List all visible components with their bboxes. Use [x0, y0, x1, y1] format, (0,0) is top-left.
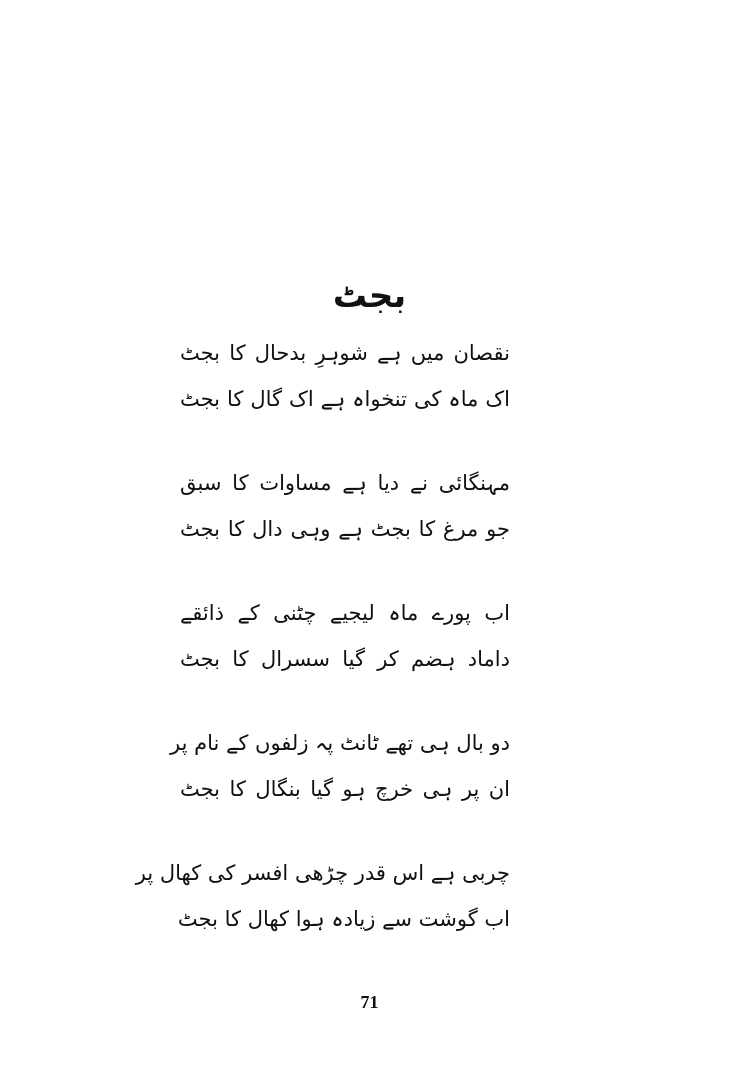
stanza-1 [180, 330, 510, 460]
stanza-3 [180, 590, 510, 720]
verse-line: داماد ہضم کر گیا سسرال کا بجٹ [180, 647, 510, 671]
stanza-4 [170, 720, 510, 850]
verse-line: جو مرغ کا بجٹ ہے وہی دال کا بجٹ [180, 517, 510, 541]
verse-line: مہنگائی نے دیا ہے مساوات کا سبق [180, 471, 510, 495]
poem-title: بجٹ [332, 276, 407, 316]
stanza-2 [180, 460, 510, 590]
verse-line: چربی ہے اس قدر چڑھی افسر کی کھال پر [135, 861, 510, 885]
verse-line: اب پورے ماہ لیجیے چٹنی کے ذائقے [180, 601, 510, 625]
verse-line: نقصان میں ہے شوہرِ بدحال کا بجٹ [180, 341, 510, 365]
verse-line: اک ماہ کی تنخواہ ہے اک گال کا بجٹ [180, 387, 510, 411]
verse-line: دو بال ہی تھے ٹانٹ پہ زلفوں کے نام پر [170, 731, 510, 755]
stanza-5 [135, 850, 510, 980]
poem-body [135, 330, 510, 980]
verse-line: ان پر ہی خرچ ہو گیا بنگال کا بجٹ [180, 777, 510, 801]
verse-line: اب گوشت سے زیادہ ہوا کھال کا بجٹ [177, 907, 510, 931]
page-number: 71 [360, 992, 379, 1012]
